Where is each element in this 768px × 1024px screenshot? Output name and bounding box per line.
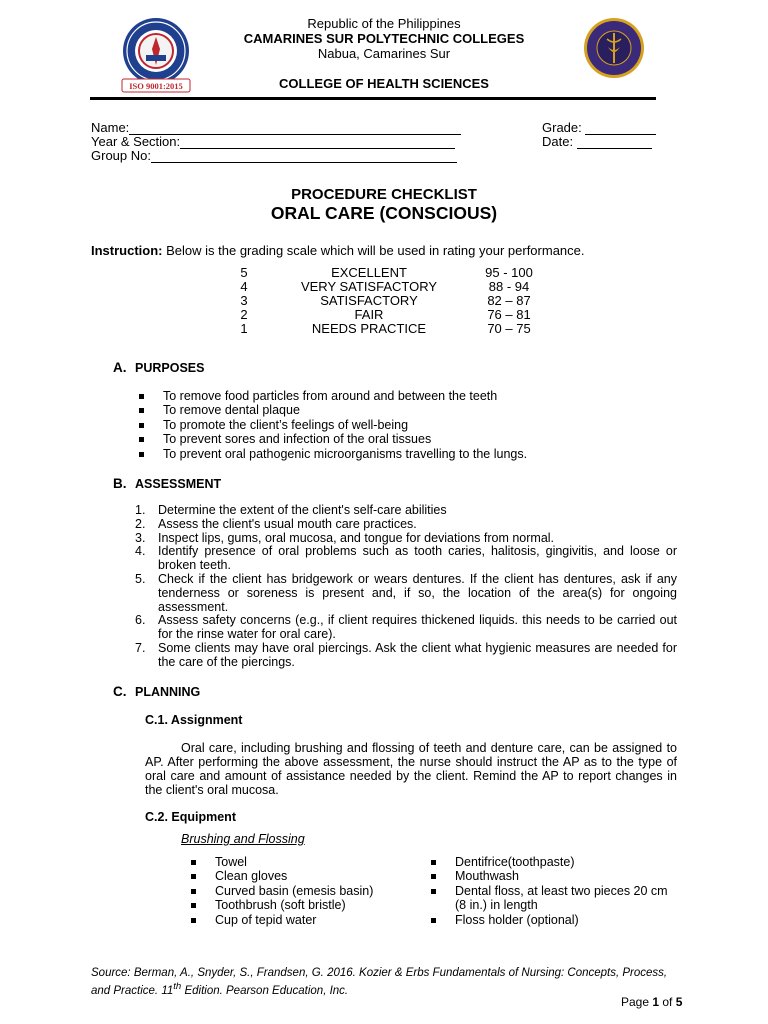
name-label: Name: (91, 120, 130, 135)
scale-score: 1 (240, 321, 248, 336)
page-of: of (659, 995, 676, 1009)
grading-scale-table (230, 266, 538, 336)
item-number: 6. (135, 613, 146, 628)
grade-label: Grade: (542, 120, 582, 135)
item-text: Check if the client has bridgework or wears dentures. If the client has dentures, ask if any tenderness or soreness is present and, if so, the location of the area(s) for ongoing assessment. (158, 571, 677, 614)
source-prefix: Source: Berman, A., Snyder, S., Frandsen, G. 2016. Kozier & Erbs Fundamentals of Nursing: Concepts, Process, and Practice. 11 (91, 967, 668, 997)
scale-score: 2 (240, 307, 248, 322)
section-c-heading (113, 684, 200, 699)
page-number (621, 995, 682, 1009)
list-item (135, 545, 677, 573)
section-title: PURPOSES (135, 361, 205, 375)
list-item (135, 504, 677, 518)
page-current: 1 (652, 995, 660, 1009)
date-label: Date: (542, 134, 574, 149)
page-total: 5 (675, 995, 683, 1009)
scale-range: 70 – 75 (487, 321, 531, 336)
name-field[interactable] (91, 120, 461, 135)
scale-range: 82 – 87 (487, 293, 531, 308)
header-school: CAMARINES SUR POLYTECHNIC COLLEGES (243, 31, 525, 46)
page-label: Page (621, 995, 653, 1009)
item-number: 7. (135, 640, 146, 655)
instruction-body: Below is the grading scale which will be used in rating your performance. (162, 243, 585, 258)
item-text: Determine the extent of the client's self-care abilities (158, 503, 447, 517)
group-no-field[interactable] (91, 148, 457, 163)
list-item: Curved basin (emesis basin) (187, 884, 417, 898)
list-item: Toothbrush (soft bristle) (187, 898, 417, 912)
item-text: Identify presence of oral problems such as tooth caries, halitosis, gingivitis, and loose or broken teeth. (158, 544, 677, 573)
list-item: To promote the client’s feelings of well-being (135, 418, 585, 432)
grade-field[interactable] (542, 120, 656, 135)
list-item: Dental floss, at least two pieces 20 cm (8 in.) in length (427, 884, 677, 913)
assignment-paragraph: Oral care, including brushing and flossing of teeth and denture care, can be assigned to AP. After performing the above assessment, the nurse should instruct the AP as to the type of oral care and amount of assistance needed by the client. Remind the AP to report changes in the client's oral mucosa. (145, 741, 677, 797)
table-row (230, 280, 538, 294)
scale-score: 4 (240, 279, 248, 294)
year-section-label: Year & Section: (91, 134, 181, 149)
table-row (230, 294, 538, 308)
scale-rating: FAIR (354, 307, 384, 322)
equipment-heading: C.2. Equipment (145, 810, 236, 824)
list-item: To prevent oral pathogenic microorganisms travelling to the lungs. (135, 447, 585, 461)
list-item: Cup of tepid water (187, 913, 417, 927)
source-citation (91, 966, 677, 998)
scale-rating: SATISFACTORY (320, 293, 418, 308)
item-number: 4. (135, 544, 146, 559)
item-number: 1. (135, 503, 146, 517)
scale-rating: EXCELLENT (331, 265, 407, 280)
source-sup: th (173, 981, 182, 992)
list-item: To remove food particles from around and between the teeth (135, 389, 585, 403)
list-item: To prevent sores and infection of the oral tissues (135, 432, 585, 446)
header-location: Nabua, Camarines Sur (317, 46, 451, 61)
scale-range: 76 – 81 (487, 307, 531, 322)
list-item: Floss holder (optional) (427, 913, 677, 927)
assignment-heading: C.1. Assignment (145, 713, 243, 727)
list-item (135, 573, 677, 614)
list-item (135, 614, 677, 642)
section-b-heading (113, 476, 221, 491)
assessment-list (135, 504, 677, 670)
section-a-heading (113, 360, 204, 375)
table-row (230, 322, 538, 336)
section-title: PLANNING (135, 685, 201, 699)
instruction-text (91, 243, 585, 258)
section-letter: C. (113, 684, 127, 699)
scale-range: 88 - 94 (488, 279, 530, 294)
checklist-title: PROCEDURE CHECKLIST (291, 186, 477, 203)
item-number: 5. (135, 571, 146, 586)
header-college: COLLEGE OF HEALTH SCIENCES (279, 76, 489, 91)
scale-rating: VERY SATISFACTORY (300, 279, 438, 294)
list-item: Towel (187, 855, 417, 869)
table-row (230, 266, 538, 280)
item-text: Assess the client's usual mouth care practices. (158, 516, 417, 531)
item-number: 3. (135, 530, 146, 545)
date-field[interactable] (542, 134, 652, 149)
list-item: Dentifrice(toothpaste) (427, 855, 677, 869)
instruction-label: Instruction: (91, 243, 163, 258)
item-number: 2. (135, 516, 146, 531)
item-text: Some clients may have oral piercings. Ask the client what hygienic measures are needed for the care of the piercings. (158, 640, 677, 669)
list-item (135, 642, 677, 670)
header-divider (90, 97, 656, 100)
source-suffix: Edition. Pearson Education, Inc. (181, 984, 349, 997)
procedure-title: ORAL CARE (CONSCIOUS) (270, 203, 498, 223)
item-text: Assess safety concerns (e.g., if client requires thickened liquids. this needs to be carried out for the rinse water for oral care). (158, 613, 677, 642)
header-country: Republic of the Philippines (307, 16, 461, 31)
section-title: ASSESSMENT (135, 477, 222, 491)
purposes-list (135, 389, 585, 461)
item-text: Inspect lips, gums, oral mucosa, and tongue for deviations from normal. (158, 530, 555, 545)
list-item (135, 532, 677, 546)
list-item: To remove dental plaque (135, 403, 585, 417)
brushing-flossing-subtitle: Brushing and Flossing (181, 832, 305, 846)
list-item (135, 518, 677, 532)
group-no-label: Group No: (91, 148, 151, 163)
iso-label: ISO 9001:2015 (129, 81, 183, 91)
scale-range: 95 - 100 (485, 265, 533, 280)
list-item: Clean gloves (187, 869, 417, 883)
scale-score: 5 (240, 265, 248, 280)
year-section-field[interactable] (91, 134, 455, 149)
list-item: Mouthwash (427, 869, 677, 883)
equipment-list-left (187, 855, 417, 927)
scale-rating: NEEDS PRACTICE (311, 321, 427, 336)
table-row (230, 308, 538, 322)
section-letter: B. (113, 476, 127, 491)
section-letter: A. (113, 360, 127, 375)
equipment-list-right (427, 855, 677, 927)
scale-score: 3 (240, 293, 248, 308)
